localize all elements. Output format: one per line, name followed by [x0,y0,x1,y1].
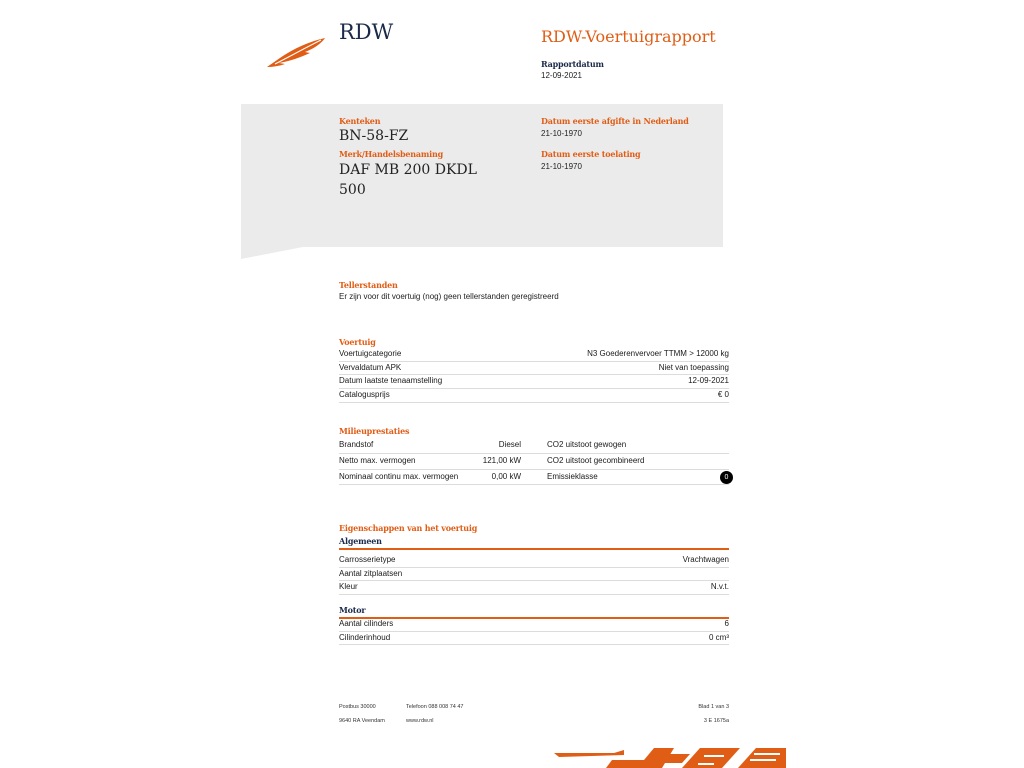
first-adm-value: 21-10-1970 [541,162,582,171]
row-label: Aantal zitplaatsen [339,568,403,578]
footer-address-1: Postbus 30000 [339,704,376,710]
engine-title: Motor [339,605,366,615]
row-label: Vervaldatum APK [339,362,402,372]
general-title: Algemeen [339,536,382,546]
table-row [339,632,729,646]
row-value: 12-09-2021 [688,376,729,386]
row-value: N3 Goederenvervoer TTMM > 12000 kg [587,349,729,358]
decorative-stripes-icon [554,746,786,768]
odometer-text: Er zijn voor dit voertuig (nog) geen tellerstanden geregistreerd [339,292,559,301]
make-label: Merk/Handelsbenaming [339,149,444,159]
row-label: Voertuigcategorie [339,349,402,358]
report-date-label: Rapportdatum [541,59,604,69]
general-divider [339,548,729,550]
row-value: 0,00 kW [491,471,521,481]
row-value: 0 cm³ [709,632,729,642]
row-label: Nominaal continu max. vermogen [339,471,459,481]
footer-phone: Telefoon 088 008 74 47 [406,704,464,710]
footer-page: Blad 1 van 3 [698,704,729,710]
table-row [339,470,729,486]
row-value: 121,00 kW [482,455,521,465]
row-value: Diesel [498,440,521,449]
first-nl-value: 21-10-1970 [541,129,582,138]
plate-value: BN-58-FZ [339,128,409,144]
row-label-2: Emissieklasse [547,471,598,481]
report-date: 12-09-2021 [541,71,582,80]
row-label: Catalogusprijs [339,390,390,400]
report-title: RDW-Voertuigrapport [541,27,716,46]
table-row [339,389,729,403]
vehicle-table [339,348,729,403]
row-value: Vrachtwagen [682,555,729,564]
rdw-logo-icon [265,35,330,69]
row-label: Aantal cilinders [339,619,394,628]
table-row [339,618,729,632]
table-row [339,568,729,582]
row-label: Brandstof [339,440,374,449]
row-value: € 0 [717,390,729,400]
odometer-title: Tellerstanden [339,280,398,290]
row-label-2: CO2 uitstoot gecombineerd [547,455,645,465]
row-label: Carrosserietype [339,555,396,564]
emission-class-badge: 0 [720,471,733,484]
org-name: RDW [339,20,394,44]
summary-panel-corner [241,247,303,259]
row-label-2: CO2 uitstoot gewogen [547,440,627,449]
row-label: Netto max. vermogen [339,455,416,465]
first-adm-label: Datum eerste toelating [541,149,641,159]
first-nl-label: Datum eerste afgifte in Nederland [541,116,689,126]
table-row [339,362,729,376]
footer-code: 3 E 1675a [703,718,729,724]
row-value: 6 [724,619,729,628]
row-label: Cilinderinhoud [339,632,391,642]
environment-title: Milieuprestaties [339,426,410,436]
table-row [339,348,729,362]
table-row [339,438,729,454]
make-value-line1: DAF MB 200 DKDL [339,162,477,178]
make-value-line2: 500 [339,182,366,198]
row-label: Datum laatste tenaamstelling [339,376,443,386]
row-value: N.v.t. [710,582,729,592]
footer-address-2: 9640 RA Veendam [339,718,385,724]
engine-table [339,618,729,645]
table-row [339,581,729,595]
general-table [339,554,729,595]
row-label: Kleur [339,582,358,592]
table-row [339,375,729,389]
plate-label: Kenteken [339,116,381,126]
row-value: Niet van toepassing [658,362,729,372]
table-row [339,554,729,568]
properties-title: Eigenschappen van het voertuig [339,523,478,533]
table-row [339,454,729,470]
environment-table [339,438,729,485]
vehicle-title: Voertuig [339,337,376,347]
footer-web: www.rdw.nl [406,718,434,724]
